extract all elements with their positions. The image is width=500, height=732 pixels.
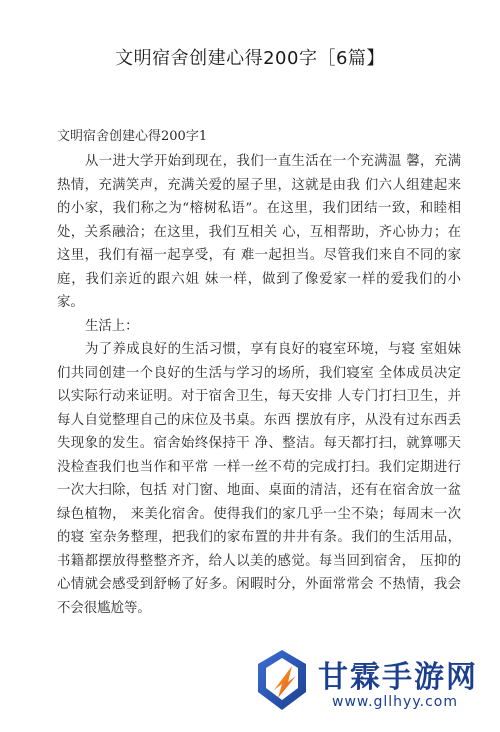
watermark-name: 甘霖手游网 bbox=[318, 660, 478, 695]
watermark-logo-icon bbox=[252, 646, 312, 716]
paragraph-intro: 从一进大学开始到现在，我们一直生活在一个充满温 馨，充满热情，充满笑声，充满关爱的屋子里，这就是由我 们六人组建起来的小家，我们称之为“榕树私语”。在这里，我们团结一致，和睦相处，关系融洽；在这里，我们互相关 心，互相帮助，齐心协力；在这里，我们有福一起享受，有 难一起担当。尽管我们来自不同的家庭，我们亲近的跟六姐 妹一样，做到了像爱家一样的爱我们的小家。 bbox=[57, 154, 461, 310]
watermark-url: www.gllhyy.com bbox=[332, 694, 458, 710]
paragraph-subheading: 生活上： bbox=[85, 318, 139, 334]
section-heading: 文明宿舍创建心得200字1 bbox=[57, 129, 208, 144]
paragraph-life: 为了养成良好的生活习惯，享有良好的寝室环境，与寝 室姐妹们共同创建一个良好的生活与学习的场所，我们寝室 全体成员决定以实际行动来证明。对于宿舍卫生，每天安排 人专门打扫卫生，并每人自觉整理自己的床位及书桌。东西 摆放有序，从没有过东西丢失现象的发生。宿舍始终保持干 净、整洁。每天都打扫，就算哪天没检查我们也当作和平常 一样一丝不苟的完成打扫。我们定期进行一次大扫除，包括 对门窗、地面、桌面的清洁，还有在宿舍放一盆绿色植物， 来美化宿舍。使得我们的家几乎一尘不染；每周末一次的寝 室杂务整理，把我们的家布置的井井有条。我们的生活用品，书籍都摆放得整整齐齐，给人以美的感觉。每当回到宿舍， 压抑的心情就会感受到舒畅了好多。闲暇时分，外面常常会 不热情，我会不会很尴尬等。 bbox=[57, 342, 461, 616]
site-watermark bbox=[252, 640, 492, 728]
document-body bbox=[57, 150, 461, 620]
document-title: 文明宿舍创建心得200字［6篇】 bbox=[115, 48, 385, 69]
